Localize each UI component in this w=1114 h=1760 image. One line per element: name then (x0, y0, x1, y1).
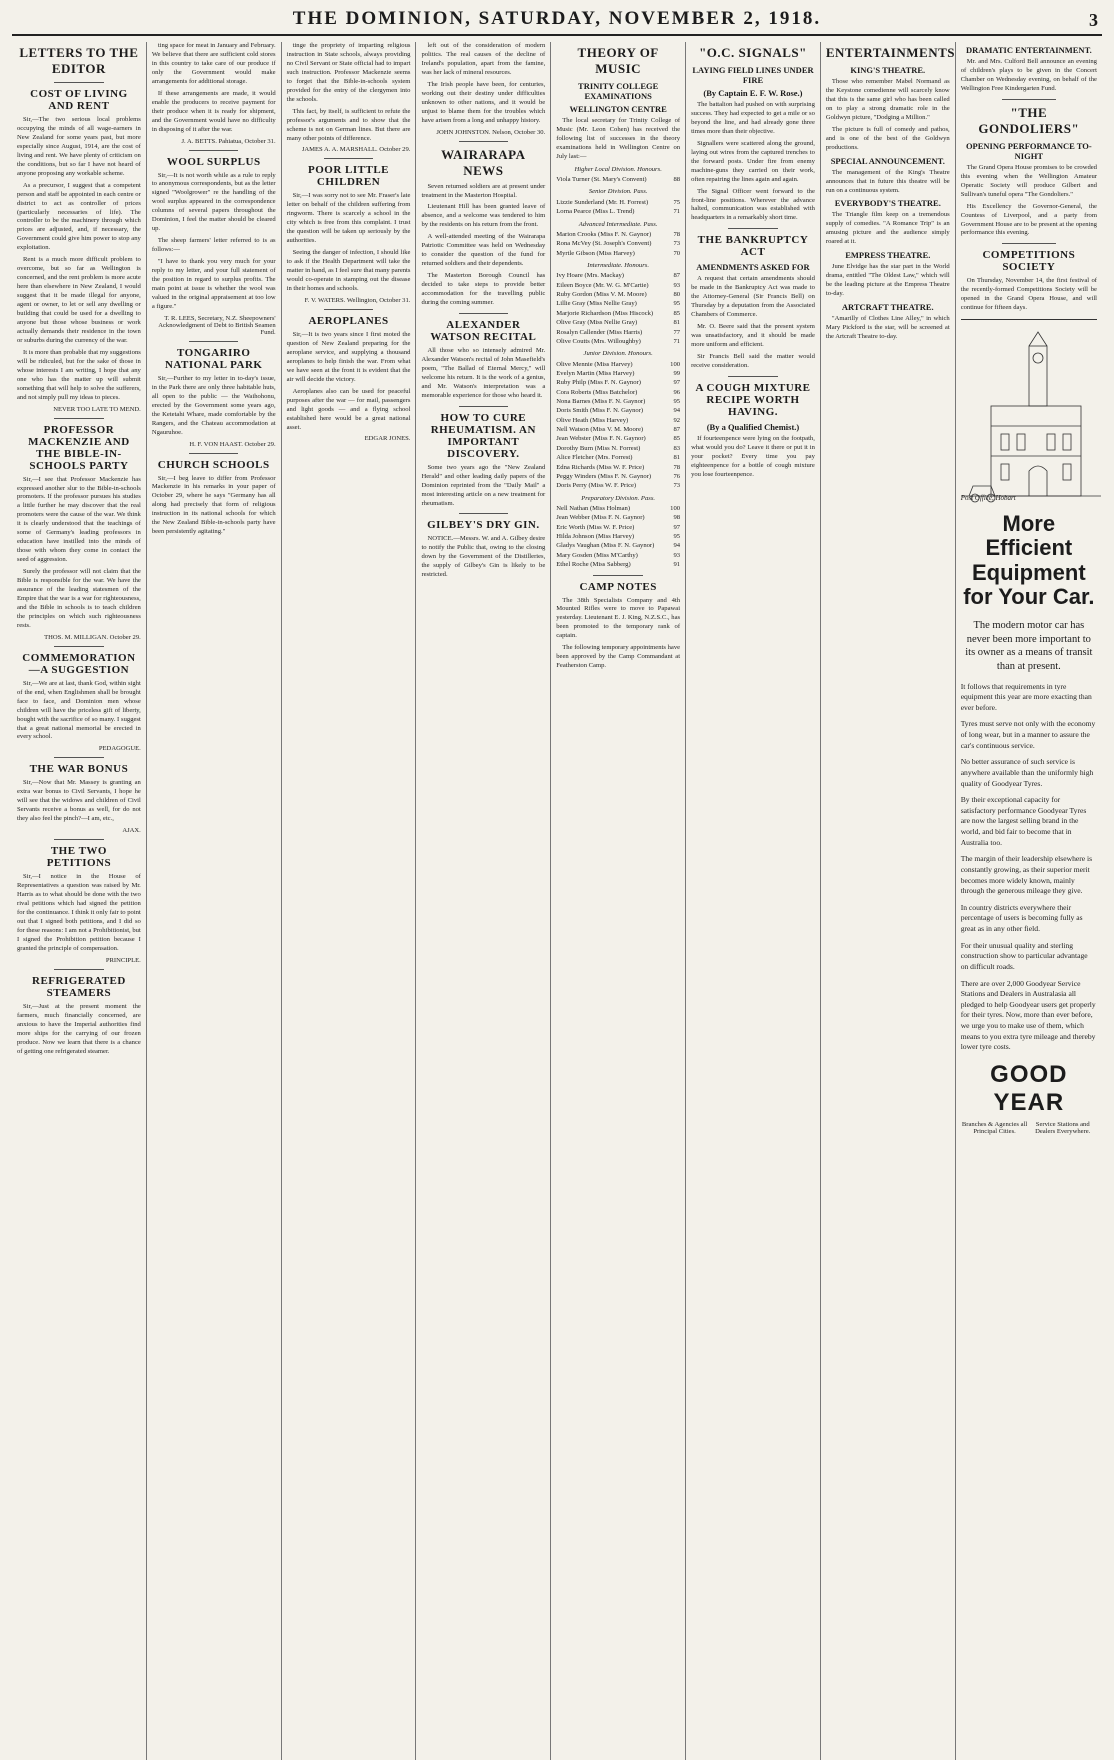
ad-footer (961, 1121, 1097, 1135)
paragraph: On Thursday, November 14, the first festival of the recently-formed Competitions Society will be opened in the Grand Opera House, and will continue for fifteen days. (960, 277, 1097, 312)
divider (324, 309, 374, 310)
ad-lead: The modern motor car has never been more important to its owner as a means of transit than at present. (965, 620, 1093, 672)
paragraph: Rent is a much more difficult problem to overcome, but so far as Wellington is concerned, and the rent problem is more acute here than elsewhere in New Zealand, I would suggest that it be made illegal for anyone, agent or owner, to let or sell any dwelling or building that could be used for a dwelling to anyone but those whose business or work actually demands their residence in the town or suburbs during the currency of the war. (17, 256, 141, 344)
divider (54, 418, 104, 419)
paragraph: Sir,—Further to my letter in to-day's issue, in the Park there are only three habitable huts, all open to the public — the Waihohonu, erected by the Government some years ago, the Ketetahi Whare, made comfortable by the Rangers, and the Chateau accommodation at Ngauruhoe. (151, 374, 276, 436)
paragraph: The management of the King's Theatre announces that in future this theatre will be run on a continuous system. (825, 168, 950, 194)
column-4 (416, 42, 551, 1760)
column-8 (956, 42, 1102, 1760)
paragraph: Sir,—I beg leave to differ from Professor Mackenzie in his remarks in your paper of October 29, where he says "Germany has all along had precisely that form of religious instruction in its national schools for which the New Zealand Bible-in-schools party have been persistently agitating." (151, 474, 276, 536)
article-heading: "THE GONDOLIERS" (978, 104, 1080, 136)
article-heading: ALEXANDER WATSON RECITAL (430, 318, 537, 343)
results-category: Intermediate. Honours. (587, 262, 650, 269)
subheading: EVERYBODY'S THEATRE. (834, 198, 941, 209)
subheading: OPENING PERFORMANCE TO-NIGHT (965, 140, 1092, 161)
article-heading: THEORY OF MUSIC (577, 45, 659, 76)
paragraph: Seven returned soldiers are at present under treatment in the Masterton Hospital. (421, 182, 546, 199)
article-heading: WOOL SURPLUS (166, 155, 261, 168)
divider (728, 376, 778, 377)
result-row: Peggy Winders (Miss F. N. Gaynor) 76 (556, 472, 681, 480)
result-row: Nell Nathan (Miss Holman) 100 (556, 504, 681, 512)
signature: H. F. VON HAAST. October 29. (189, 440, 276, 448)
subheading: AMENDMENTS ASKED FOR (696, 262, 810, 273)
result-row: Lizzie Sunderland (Mr. H. Forrest) 75 (556, 198, 681, 206)
result-row: Nona Barnes (Miss F. N. Gaynor) 95 (556, 398, 681, 406)
article-heading: HOW TO CURE RHEUMATISM. AN IMPORTANT DISCOVERY. (430, 411, 536, 460)
paragraph: As a precursor, I suggest that a competent person and staff be appointed in each centre or district to act as controller of prices (particularly necessaries of life). The controller to be the machinery through which prices are adjusted, and, if necessary, the Government could give him power to stop any exploitation. (17, 181, 141, 252)
paragraph: Mr. and Mrs. Culford Bell announce an evening of children's plays to be given in the Concert Chamber on Wednesday evening, on behalf of the Wellington Free Kindergarten Fund. (960, 58, 1097, 92)
result-row: Lillie Gray (Miss Nellie Gray) 95 (556, 300, 681, 308)
result-row: Ruby Philp (Miss F. N. Gaynor) 97 (556, 379, 681, 387)
paragraph: Sir,—Just at the present moment the farmers, much financially concerned, are anxious to have the Imperial authorities find more ships for the carrying of our frozen produce. Now we learn that there is a chance of getting one refrigerated steamer. (17, 1002, 141, 1055)
paragraph: June Elvidge has the star part in the World drama, entitled "The Oldest Law," which will be the leading picture at the Empress Theatre to-day. (825, 263, 950, 298)
paragraph: ting space for meat in January and February. We believe that there are sufficient cold stores in this country to take care of our produce if only the Government would make arrangements for additional storage. (151, 42, 276, 85)
paragraph: His Excellency the Governor-General, the Countess of Liverpool, and a party from Government House are to be present at the opening performance this evening. (960, 202, 1097, 237)
result-row: Ivy Hoare (Mrs. Mackay) 87 (556, 272, 681, 280)
article-heading: CHURCH SCHOOLS (157, 458, 270, 471)
divider (459, 406, 509, 407)
result-row: Ethel Roche (Miss Sabberg) 91 (556, 561, 681, 569)
columns (12, 42, 1102, 1760)
results-category: Preparatory Division. Pass. (581, 494, 656, 502)
paragraph: The battalion had pushed on with surprising success. They had expected to get a mile or so beyond the line, and had already gone three times more than their objective. (691, 101, 815, 135)
column-1 (12, 42, 147, 1760)
article-heading: AEROPLANES (308, 314, 389, 327)
paragraph: Sir,—The two serious local problems occupying the minds of all wage-earners in New Zealand for some years past, but more especially since August, 1914, are the cost of living and rent. We have plenty of criticism on the conditions, but so far I have not heard of anyone proposing any workable scheme. (17, 116, 141, 177)
divider (1002, 99, 1057, 100)
paragraph: The Masterton Borough Council has decided to take steps to provide better accommodation for the travelling public during the coming summer. (421, 272, 546, 307)
result-row: Rosalyn Callender (Miss Harris) 77 (556, 328, 681, 336)
result-row: Alice Fletcher (Mrs. Forrest) 81 (556, 454, 681, 462)
ad-paragraph: For their unusual quality and sterling construction show to particular advantage on difficult roads. (960, 940, 1088, 971)
paragraph: The following temporary appointments have been approved by the Camp Commandant at Featherston Camp. (556, 644, 681, 670)
divider (324, 158, 374, 159)
subheading: SPECIAL ANNOUNCEMENT. (830, 155, 945, 166)
paragraph: A well-attended meeting of the Wairarapa Patriotic Committee was held on Wednesday to consider the question of the fund for returned soldiers and their dependents. (421, 233, 546, 268)
article-heading: COMPETITIONS SOCIETY (982, 249, 1076, 274)
paragraph: The Grand Opera House promises to be crowded this evening when the Wellington Amateur Operatic Society will produce Gilbert and Sullivan's tuneful opera "The Gondoliers." (960, 163, 1097, 198)
result-row: Rona McVey (St. Joseph's Convent) 73 (556, 240, 681, 248)
ad-paragraph: There are over 2,000 Goodyear Service Stations and Dealers in Australasia all pledged to help Goodyear users get properly for their tyres. Now, more than ever before, we urge you to make use of them, which means to you extra tyre mileage and thereby lower tyre costs. (960, 978, 1096, 1052)
article-heading: COST OF LIVING AND RENT (30, 88, 128, 112)
goodyear-advertisement (961, 319, 1097, 1135)
paragraph: Signallers were scattered along the ground, laying out wires from the captured trenches to the forward posts. Under fire from enemy machine-guns they carried on their work, often repairing the lines again and again. (691, 139, 815, 183)
divider (728, 228, 778, 229)
result-row: Evelyn Martin (Miss Harvey) 99 (556, 369, 681, 377)
article-heading: WAIRARAPA NEWS (441, 146, 526, 178)
result-row: Olive Gray (Miss Nellie Gray) 81 (556, 319, 681, 327)
ad-paragraph: It follows that requirements in tyre equipment this year are more exacting than ever before. (960, 681, 1092, 712)
paragraph: Sir,—I notice in the House of Representatives a question was raised by Mr. Harris as to what should be done with the two rival petitions which had signed the petition for the continuance. I think it only fair to point out that I signed both petitions, and I did so for these reasons: I am not a Prohibitionist, but I signed the Prohibition petition because I granted the principle of compensation. (17, 873, 141, 952)
result-row: Myrtle Gibson (Miss Harvey) 70 (556, 249, 681, 257)
ad-headline: More Efficient Equipment for Your Car. (963, 511, 1095, 609)
result-row: Jean Webber (Miss F. N. Gaynor) 98 (556, 514, 681, 522)
divider (459, 513, 509, 514)
signature: EDGAR JONES. (364, 435, 411, 443)
result-row: Eric Worth (Miss W. F. Price) 97 (556, 523, 681, 531)
divider (189, 150, 239, 151)
result-row: Edna Richards (Miss W. F. Price) 78 (556, 463, 681, 471)
paragraph: The Signal Officer went forward to the front-line positions. Wherever the advance halted, communication was established with headquarters in a remarkably short time. (691, 187, 815, 222)
article-heading: REFRIGERATED STEAMERS (32, 974, 126, 999)
ad-footer-left: Branches & Agencies all Principal Cities. (961, 1120, 1028, 1135)
signature: THOS. M. MILLIGAN. October 29. (44, 633, 141, 641)
result-row: Doris Perry (Miss W. F. Price) 73 (556, 482, 681, 490)
result-row: Marion Crooks (Miss F. N. Gaynor) 78 (556, 230, 681, 238)
ad-paragraph: By their exceptional capacity for satisfactory performance Goodyear Tyres are now the largest selling brand in the world, and bid fair to become that in Australia too. (960, 795, 1087, 847)
subheading: WELLINGTON CENTRE (569, 104, 667, 114)
paragraph: left out of the consideration of modern politics. The real causes of the decline of Ireland's population, apart from the famine, was her lack of mineral resources. (421, 42, 546, 76)
paragraph: The 38th Specialists Company and 4th Mounted Rifles were to move to Papawai yesterday. Lieutenant E. J. King, N.Z.S.C., has been promoted to the temporary rank of captain. (556, 596, 681, 640)
article-heading: PROFESSOR MACKENZIE AND THE BIBLE-IN-SCHOOLS PARTY (28, 423, 130, 472)
result-row: Doris Smith (Miss F. N. Gaynor) 94 (556, 407, 681, 415)
signature: PEDAGOGUE. (98, 745, 141, 753)
paragraph: The Irish people have been, for centuries, working out their destiny under difficulties unknown to other nations, and it would be unjust to blame them for the troubles which have arisen from a long and unhappy history. (421, 80, 546, 124)
paragraph: Sir Francis Bell said the matter would receive consideration. (691, 353, 815, 369)
results-category: Junior Division. Honours. (583, 350, 653, 358)
results-category: Senior Division. Pass. (588, 188, 648, 196)
result-row: Eileen Boyce (Mr. W. G. M'Cartie) 93 (556, 281, 681, 289)
paragraph: Sir,—I was sorry not to see Mr. Fraser's late letter on behalf of the children suffering from ringworm. There is scarcely a school in the city which is free from this complaint. I trust the question will be taken up seriously by the authorities. (286, 192, 411, 245)
divider (189, 341, 239, 342)
divider (54, 969, 104, 970)
ad-paragraph: In country districts everywhere their percentage of users is becoming fully as great as in any other field. (960, 902, 1083, 934)
paragraph: Mr. O. Beere said that the present system was unsatisfactory, and it should be made more uniform and efficient. (691, 323, 815, 349)
result-row: Olive Heath (Miss Harvey) 92 (556, 416, 681, 424)
ad-footer-right: Service Stations and Dealers Everywhere. (1035, 1120, 1091, 1135)
paragraph: "Amarilly of Clothes Line Alley," in which Mary Pickford is the star, will be screened at the Artcraft Theatre to-day. (825, 315, 950, 341)
divider (54, 839, 104, 840)
paragraph: All those who so intensely admired Mr. Alexander Watson's recital of John Masefield's poem, "The Ballad of Eternal Mercy," will welcome his return. It is the work of a genius, and Mr. Watson's interpretation was a memorable experience for those who heard it. (421, 346, 546, 399)
subheading: TRINITY COLLEGE EXAMINATIONS (578, 81, 659, 101)
article-heading: COMMEMORATION—A SUGGESTION (22, 651, 136, 676)
building-drawing (961, 326, 1101, 504)
subheading: LAYING FIELD LINES UNDER FIRE (692, 65, 814, 85)
column-7 (821, 42, 956, 1760)
ad-paragraph: Tyres must serve not only with the economy of long wear, but in a manner to assure the car's continuous service. (960, 719, 1096, 750)
result-row: Dorothy Burn (Miss N. Forrest) 83 (556, 444, 681, 452)
paragraph: A request that certain amendments should be made in the Bankruptcy Act was made to the Attorney-General (Sir Francis Bell) on Thursday by a deputation from the Associated Chambers of Commerce. (691, 275, 815, 319)
divider (54, 82, 104, 83)
ad-paragraph: No better assurance of such service is anywhere available than the uniformly high quality of Goodyear Tyres. (960, 757, 1094, 788)
page-number: 3 (1089, 10, 1098, 30)
article-heading: THE WAR BONUS (29, 763, 129, 776)
paragraph: The Triangle film keep on a tremendous supply of comedies. "A Romance Trip" is an amusing picture and the audience simply roared at it. (825, 211, 950, 246)
divider (459, 313, 509, 314)
signature: NEVER TOO LATE TO MEND. (53, 405, 141, 413)
article-heading: THE TWO PETITIONS (46, 845, 112, 870)
paragraph: If these arrangements are made, it would enable the producers to receive payment for their produce when it is ready for shipment, and the Government would have no difficulty in disposing of it after the war. (151, 89, 276, 133)
signature: JAMES A. A. MARSHALL. October 29. (301, 146, 411, 154)
result-row: Jean Webster (Miss F. N. Gaynor) 85 (556, 435, 681, 443)
result-row: Viola Turner (St. Mary's Convent) 88 (556, 176, 681, 184)
paragraph: This fact, by itself, is sufficient to refute the professor's arguments and to show that the scheme is not on German lines. But there are many other points of difference. (286, 107, 411, 142)
article-heading: TONGARIRO NATIONAL PARK (164, 346, 263, 371)
post-office-illustration (961, 326, 1101, 504)
illustration-caption: Post Office, Hobart (960, 494, 1016, 503)
paragraph: Sir,—It is not worth while as a rule to reply to anonymous correspondents, but as the letter signed "Woolgrower" re the handling of the wool surplus appeared in the correspondence columns of several papers throughout the Dominion, I feel the matter should be cleared up. (151, 171, 276, 233)
divider (54, 757, 104, 758)
article-heading: POOR LITTLE CHILDREN (308, 164, 390, 189)
subheading: ARTCRAFT THEATRE. (841, 302, 934, 313)
divider (1002, 243, 1057, 244)
divider (189, 453, 239, 454)
paragraph: If fourteenpence were lying on the footpath, what would you do? Leave it there or put it in your pocket? Every time you pay eighteenpence for a bottle of cough mixture you lose fourteenpence. (691, 434, 815, 478)
result-row: Gladys Vaughan (Miss F. N. Gaynor) 94 (556, 542, 681, 550)
article-heading: GILBEY'S DRY GIN. (427, 519, 540, 532)
paragraph: Sir,—We are at last, thank God, within sight of the end, when Englishmen shall be brought face to face, and Dominion men whose children will have the priceless gift of liberty, bought with the sacrifice of so many. I suggest that a great national memorial be erected in every school. (17, 679, 141, 741)
subheading: KING'S THEATRE. (850, 65, 926, 75)
column-2 (147, 42, 282, 1760)
masthead-title: THE DOMINION, SATURDAY, NOVEMBER 2, 1918. (292, 8, 822, 29)
paragraph: NOTICE.—Messrs. W. and A. Gilbey desire to notify the Public that, owing to the closing down by the Government of the Distilleries, the supply of Gilbey's Gin is likely to be restricted. (421, 535, 546, 579)
paragraph: Sir,—Now that Mr. Massey is granting an extra war bonus to Civil Servants, I hope he will see that the widows and children of Civil Servants receive a bonus as well, for do not they also feel the pinch?—I am, etc., (17, 779, 141, 823)
paragraph: Aeroplanes also can be used for peaceful purposes after the war — for mail, passengers and light goods — and a flying school established here would be a great national asset. (286, 387, 411, 431)
column-5 (551, 42, 686, 1760)
signature: AJAX. (122, 827, 141, 835)
paragraph: Seeing the danger of infection, I should like to ask if the Health Department will take the matter in hand, as I feel sure that many parents would co-operate in stamping out the disease in their homes and schools. (286, 249, 411, 293)
article-heading: A COUGH MIXTURE RECIPE WORTH HAVING. (695, 381, 811, 418)
article-heading: THE BANKRUPTCY ACT (697, 234, 809, 259)
divider (54, 646, 104, 647)
paragraph: "I have to thank you very much for your reply to my letter, and your full statement of the position in regard to surplus profits. The main point at issue is whether the wool was valued in the original appraisement at too low a figure." (151, 258, 276, 310)
paragraph: Sir,—I see that Professor Mackenzie has expressed another slur to the Bible-in-schools promoters. If the professor pursues his studies a little further he may discover that the real promoters were the cause of the war. We think it is clearly understood that the teachings of some of Germany's leading professors in education have instilled into the minds of those with whom they come in contact the seed of aggression. (17, 475, 141, 564)
result-row: Cora Roberts (Miss Batchelor) 96 (556, 388, 681, 396)
article-heading: CAMP NOTES (579, 580, 657, 593)
paragraph: Lieutenant Hill has been granted leave of absence, and a welcome was tendered to him by the residents on his return from the front. (421, 203, 546, 229)
goodyear-logo: GOOD YEAR (990, 1060, 1068, 1116)
results-category: Higher Local Division. Honours. (574, 165, 662, 173)
result-row: Mary Gosden (Miss M'Carthy) 93 (556, 551, 681, 559)
byline: (By a Qualified Chemist.) (706, 421, 800, 432)
byline: (By Captain E. F. W. Rose.) (703, 88, 803, 98)
paragraph: Sir,—It is two years since I first moted the question of New Zealand preparing for the aeroplane service, and supplying a thousand aeroplanes to help finish the war. From what we have seen at the front it is evident that the air will decide the victory. (286, 330, 411, 383)
paragraph: Those who remember Mabel Normand as the Keystone comedienne will scarcely know that this is the same girl who has been called on to play a strong dramatic role in the Goldwyn picture, "Dodging a Million." (825, 78, 950, 121)
exam-results (556, 165, 680, 570)
paragraph: It is more than probable that my suggestions will be ridiculed, but for the sake of those in whose interests I am writing, I hope that any one who has the matter up will submit something that will help to solve the sufferers, and not simply pull my ideas to pieces. (17, 348, 141, 401)
result-row: Hilda Johnson (Miss Harvey) 95 (556, 533, 681, 541)
signature: PRINCIPLE. (105, 956, 141, 964)
paragraph: Some two years ago the "New Zealand Herald" and other leading daily papers of the Dominion reprinted from the "Daily Mail" a most interesting article on a new treatment for rheumatism. (421, 463, 546, 507)
ad-paragraph: The margin of their leadership elsewhere is constantly growing, as their superior merit becomes more widely known, mainly through the generous mileage they give. (960, 854, 1093, 896)
signature: T. R. LEES, Secretary, N.Z. Sheepowners' Acknowledgment of Debt to British Seamen Fund. (158, 314, 276, 336)
paragraph: Surely the professor will not claim that the Bible is responsible for the war. We have the assurance of the leading statesmen of the Empire that the war is a war for righteousness, and the Bible in schools is to teach children the principles on which such righteousness rests. (17, 568, 141, 629)
paragraph: The picture is full of comedy and pathos, and is one of the best of the Goldwyn productions. (825, 125, 950, 151)
result-row: Ruby Gordon (Miss V. M. Moore) 80 (556, 291, 681, 299)
signature: J. A. BETTS. Pahiatua, October 31. (181, 137, 276, 145)
subheading: DRAMATIC ENTERTAINMENT. (965, 45, 1092, 55)
results-category: Advanced Intermediate. Pass. (578, 220, 658, 228)
divider (593, 575, 643, 576)
signature: JOHN JOHNSTON. Nelson, October 30. (436, 128, 546, 136)
paragraph: The sheep farmers' letter referred to is as follows:— (151, 237, 276, 254)
article-heading: ENTERTAINMENTS (825, 45, 955, 60)
signature: F. V. WATERS. Wellington, October 31. (304, 296, 411, 304)
result-row: Olive Coutts (Mrs. Willoughby) 71 (556, 337, 681, 345)
subheading: EMPRESS THEATRE. (845, 250, 931, 261)
result-row: Marjorie Richardson (Miss Hiscock) 85 (556, 309, 681, 317)
divider (459, 141, 509, 142)
paragraph: The local secretary for Trinity College of Music (Mr. Leon Cohen) has received the following list of successes in the theory examinations held in Wellington Centre on July last:— (556, 117, 681, 160)
result-row: Nell Watson (Miss V. M. Moore) 87 (556, 426, 681, 434)
paragraph: tinge the propriety of imparting religious instruction in State schools, always providing no Civil Servant or State official had to impart such instruction. Professor Mackenzie seems to forget that the Bible-in-schools system provided for the entry of the clergymen into the schools. (286, 42, 411, 103)
masthead (12, 8, 1102, 36)
result-row: Lorna Pearce (Miss L. Trend) 71 (556, 208, 681, 216)
column-6 (686, 42, 821, 1760)
result-row: Olive Mennie (Miss Harvey) 100 (556, 360, 681, 368)
section-heading: LETTERS TO THE EDITOR (19, 45, 139, 76)
column-3 (282, 42, 417, 1760)
article-heading: "O.C. SIGNALS" (699, 45, 807, 60)
